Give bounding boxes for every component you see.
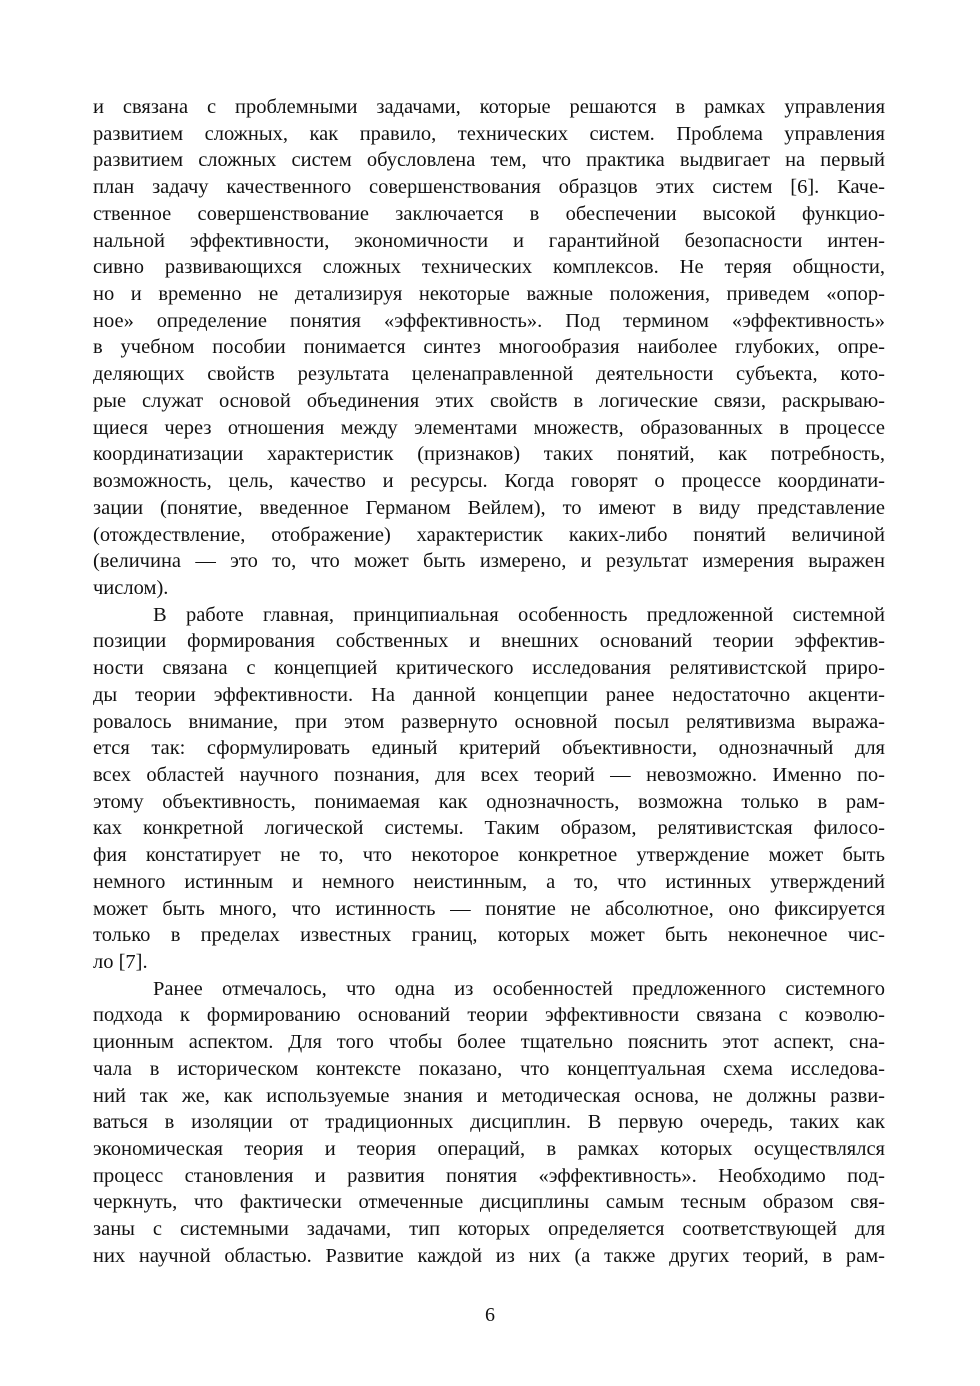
line-text: (отождествление, отображение) характеристик каких-либо понятий величиной <box>93 523 885 546</box>
text-line <box>93 575 885 602</box>
text-line <box>93 468 885 495</box>
text-line <box>93 308 885 335</box>
text-line <box>93 896 885 923</box>
text-line <box>93 121 885 148</box>
line-text: (величина — это то, что может быть измерено, и результат измерения выражен <box>93 550 885 573</box>
text-line <box>93 334 885 361</box>
text-line <box>93 842 885 869</box>
text-line <box>93 548 885 575</box>
line-text: координатизации характеристик (признаков) таких понятий, как потребность, <box>93 443 885 466</box>
paragraph <box>93 94 885 602</box>
text-line <box>93 709 885 736</box>
line-text: зации (понятие, введенное Германом Вейлем), то имеют в виду представление <box>93 496 885 519</box>
page-number: 6 <box>485 1304 495 1326</box>
document-body <box>93 94 885 1270</box>
line-text: ровалось внимание, при этом развернуто основной посыл релятивизма выража- <box>93 710 885 733</box>
line-text: процесс становления и развития понятия «эффективность». Необходимо под- <box>93 1164 885 1187</box>
line-text: но и временно не детализируя некоторые важные положения, приведем «опор- <box>93 283 885 306</box>
line-text: подхода к формированию оснований теории эффективности связана с коэволю- <box>93 1004 885 1027</box>
text-line <box>93 762 885 789</box>
text-line <box>93 174 885 201</box>
line-text: ваться в изоляции от традиционных дисциплин. В первую очередь, таких как <box>93 1111 885 1134</box>
text-line <box>93 682 885 709</box>
line-text: этому объективность, понимаемая как однозначность, возможна только в рам- <box>93 790 885 813</box>
text-line <box>93 522 885 549</box>
line-text: только в пределах известных границ, которых может быть неконечное чис- <box>93 924 885 947</box>
text-line <box>93 1083 885 1110</box>
line-text: сивно развивающихся сложных технических комплексов. Не теряя общности, <box>93 256 885 279</box>
text-line <box>93 1029 885 1056</box>
line-text: немного истинным и немного неистинным, а то, что истинных утверждений <box>93 870 885 893</box>
line-text: В работе главная, принципиальная особенность предложенной системной <box>153 603 885 626</box>
line-text: план задачу качественного совершенствования образцов этих систем [6]. Каче- <box>93 176 885 199</box>
line-text: Ранее отмечалось, что одна из особенностей предложенного системного <box>153 977 885 1000</box>
line-text: может быть много, что истинность — понятие не абсолютное, оно фиксируется <box>93 897 885 920</box>
line-text: ется так: сформулировать единый критерий объективности, однозначный для <box>93 737 885 760</box>
text-line <box>93 1163 885 1190</box>
line-text: ний так же, как используемые знания и методическая основа, не должны разви- <box>93 1084 885 1107</box>
line-text: щиеся через отношения между элементами множеств, образованных в процессе <box>93 416 885 439</box>
text-line <box>93 147 885 174</box>
text-line <box>93 1216 885 1243</box>
line-text: развитием сложных систем обусловлена тем, что практика выдвигает на первый <box>93 149 885 172</box>
line-text: всех областей научного познания, для всех теорий — невозможно. Именно по- <box>93 763 885 786</box>
line-text: развитием сложных, как правило, технических систем. Проблема управления <box>93 122 885 145</box>
line-text: деляющих свойств результата целенаправленной деятельности субъекта, кото- <box>93 363 885 386</box>
text-line <box>93 254 885 281</box>
line-text: и связана с проблемными задачами, которые решаются в рамках управления <box>93 96 885 118</box>
text-line <box>93 495 885 522</box>
line-text: позиции формирования собственных и внешних оснований теории эффектив- <box>93 630 885 653</box>
text-line <box>93 94 885 121</box>
text-line <box>93 815 885 842</box>
text-line <box>93 228 885 255</box>
text-line <box>93 388 885 415</box>
line-text: чала в историческом контексте показано, что концептуальная схема исследова- <box>93 1057 885 1080</box>
line-text: нальной эффективности, экономичности и гарантийной безопасности интен- <box>93 229 885 252</box>
line-text: рые служат основой объединения этих свойств в логические связи, раскрываю- <box>93 389 885 412</box>
text-line <box>93 1136 885 1163</box>
line-text: числом). <box>93 576 169 599</box>
line-text: в учебном пособии понимается синтез многообразия наиболее глубоких, опре- <box>93 336 885 359</box>
text-line <box>93 1002 885 1029</box>
line-text: ционным аспектом. Для того чтобы более тщательно пояснить этот аспект, сна- <box>93 1031 885 1054</box>
text-line <box>93 869 885 896</box>
line-text: ное» определение понятия «эффективность». Под термином «эффективность» <box>93 309 885 332</box>
text-line <box>93 602 885 629</box>
line-text: ности связана с концепцией критического исследования релятивистской приро- <box>93 657 885 680</box>
text-line <box>93 789 885 816</box>
text-line <box>93 735 885 762</box>
text-line <box>93 655 885 682</box>
line-text: ды теории эффективности. На данной концепции ранее недостаточно акценти- <box>93 683 885 706</box>
text-line <box>93 441 885 468</box>
text-line <box>93 361 885 388</box>
paragraph <box>93 976 885 1270</box>
text-line <box>93 949 885 976</box>
text-line <box>93 415 885 442</box>
text-line <box>93 976 885 1003</box>
text-line <box>93 1109 885 1136</box>
line-text: ло [7]. <box>93 951 148 973</box>
text-line <box>93 1243 885 1270</box>
line-text: возможность, цель, качество и ресурсы. Когда говорят о процессе координати- <box>93 470 885 493</box>
text-line <box>93 281 885 308</box>
text-line <box>93 922 885 949</box>
line-text: заны с системными задачами, тип которых определяется соответствующей для <box>93 1218 885 1241</box>
text-line <box>93 1056 885 1083</box>
line-text: фия констатирует не то, что некоторое конкретное утверждение может быть <box>93 844 885 867</box>
line-text: черкнуть, что фактически отмеченные дисциплины самым тесным образом свя- <box>93 1191 885 1214</box>
line-text: ственное совершенствование заключается в обеспечении высокой функцио- <box>93 202 885 225</box>
text-line <box>93 628 885 655</box>
line-text: них научной областью. Развитие каждой из них (а также других теорий, в рам- <box>93 1244 885 1267</box>
text-line <box>93 1189 885 1216</box>
line-text: экономическая теория и теория операций, в рамках которых осуществлялся <box>93 1138 885 1161</box>
text-line <box>93 201 885 228</box>
paragraph <box>93 602 885 976</box>
line-text: ках конкретной логической системы. Таким образом, релятивистская филосо- <box>93 817 885 840</box>
